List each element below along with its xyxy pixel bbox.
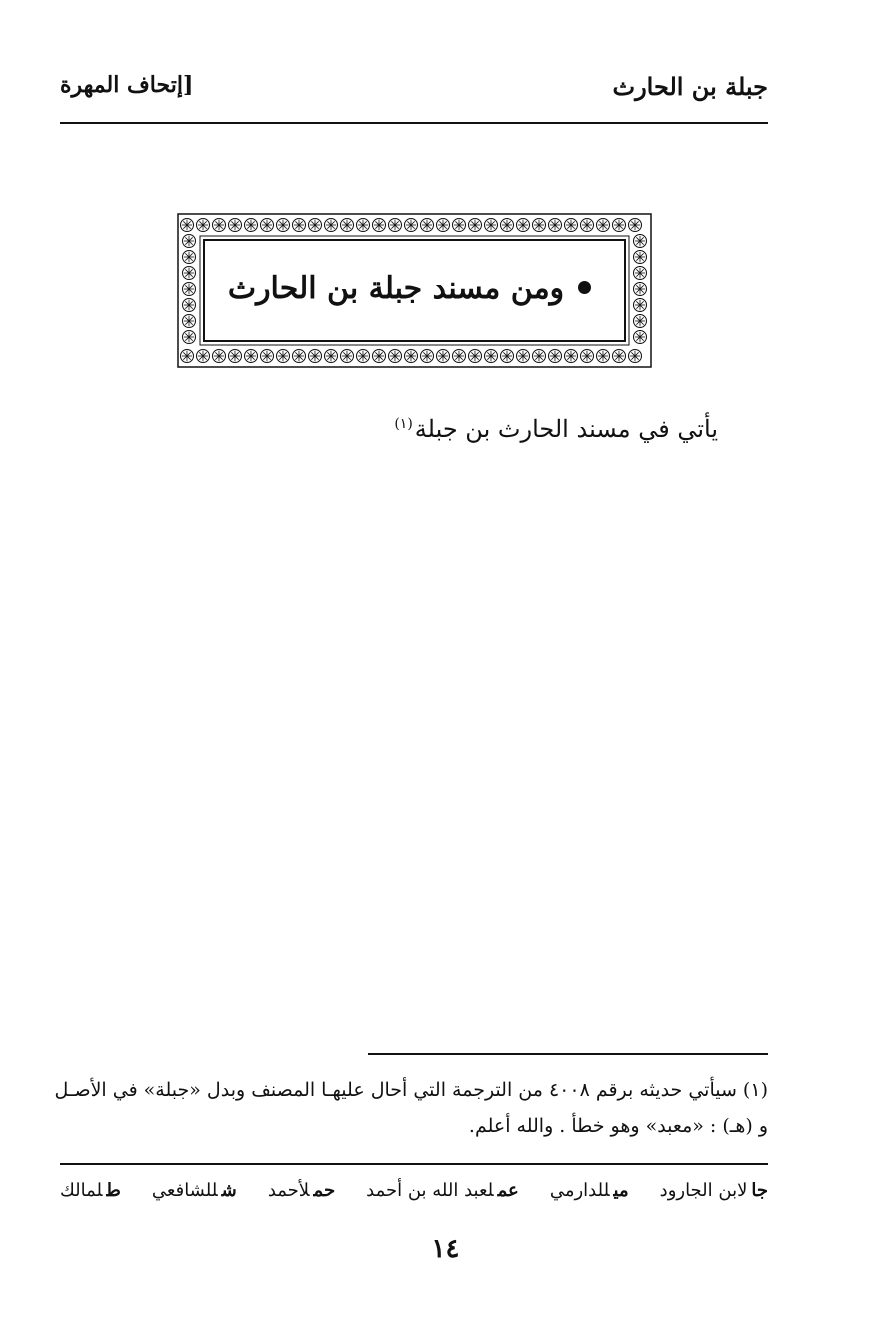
section-title-frame xyxy=(177,213,652,368)
abbreviations-rule xyxy=(60,1163,768,1165)
footnote-line-2: و (هـ) : «معبد» وهو خطأ . والله أعلم. xyxy=(468,1115,768,1137)
abbreviation-item: عملعبد الله بن أحمد xyxy=(366,1180,519,1201)
abbreviation-item: شللشافعي xyxy=(151,1180,237,1201)
abbreviation-item: طلمالك xyxy=(60,1180,121,1201)
footnote-rule xyxy=(368,1053,768,1055)
footnote-line-1: (١) سيأتي حديثه برقم ٤٠٠٨ من الترجمة التي أحال عليهـا المصنف وبدل «جبلة» في الأصـل xyxy=(54,1079,768,1101)
footnote xyxy=(54,1072,768,1144)
running-head xyxy=(60,72,768,112)
book-title: [إتحاف المهرة xyxy=(60,72,194,98)
bullet-icon xyxy=(578,281,591,294)
body-text xyxy=(394,415,718,443)
abbreviation-item: حملأحمد xyxy=(267,1180,336,1201)
title-inner-frame xyxy=(203,239,626,342)
abbreviation-item: ميللدارمي xyxy=(549,1180,629,1201)
section-title-text: ومن مسند جبلة بن الحارث xyxy=(227,271,565,306)
running-title: جبلة بن الحارث xyxy=(612,72,768,101)
body-text-content: يأتي في مسند الحارث بن جبلة xyxy=(414,415,718,443)
abbreviation-item: جالابن الجارود xyxy=(659,1180,768,1201)
page-number: ١٤ xyxy=(431,1234,460,1264)
abbreviations-legend xyxy=(60,1180,768,1201)
section-title xyxy=(225,271,594,306)
header-rule xyxy=(60,122,768,124)
footnote-reference: (١) xyxy=(394,416,413,432)
